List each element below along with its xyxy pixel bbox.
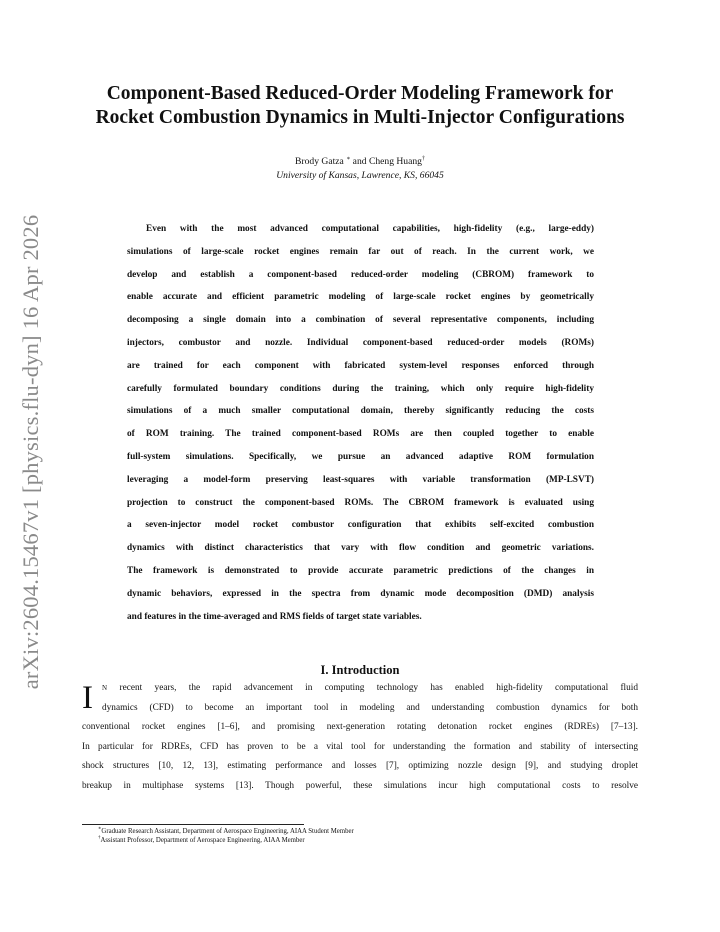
abstract-line: injectors, combustor and nozzle. Individual component-based reduced-order models (ROMs) bbox=[127, 337, 594, 348]
author-separator: and bbox=[350, 156, 369, 167]
footnote bbox=[98, 836, 354, 845]
abstract-line: enable accurate and efficient parametric modeling of large-scale rocket engines by geometrically bbox=[127, 292, 594, 303]
abstract-line: Even with the most advanced computational capabilities, high-fidelity (e.g., large-eddy) bbox=[146, 224, 594, 234]
author-name: Cheng Huang bbox=[368, 156, 422, 167]
abstract-line: leveraging a model-form preserving least-squares with variable transformation (MP-LSVT) bbox=[127, 474, 594, 485]
arxiv-identifier-stamp: arXiv:2604.15467v1 [physics.flu-dyn] 16 Apr 2026 bbox=[18, 214, 43, 690]
footnote-mark: ∗ bbox=[346, 155, 351, 162]
body-text: recent years, the rapid advancement in computing technology has enabled high-fidelity computational fluid bbox=[107, 683, 638, 693]
abstract-line: simulations of large-scale rocket engines remain far out of reach. In the current work, we bbox=[127, 246, 594, 257]
paper-title bbox=[80, 82, 640, 130]
footnote-rule bbox=[82, 824, 304, 825]
abstract-line: dynamic behaviors, expressed in the spectra from dynamic mode decomposition (DMD) analysis bbox=[127, 588, 594, 599]
body-line bbox=[82, 679, 638, 699]
author-list bbox=[80, 156, 640, 168]
footnote-mark: † bbox=[98, 835, 101, 841]
footnote-text: Assistant Professor, Department of Aerospace Engineering, AIAA Member bbox=[100, 837, 305, 844]
abstract-line: full-system simulations. Specifically, we pursue an advanced adaptive ROM formulation bbox=[127, 451, 594, 462]
abstract-line: The framework is demonstrated to provide accurate parametric predictions of the changes in bbox=[127, 565, 594, 576]
abstract-line: simulations of a much smaller computational domain, thereby significantly reducing the costs bbox=[127, 406, 594, 417]
abstract-line: projection to construct the component-based ROMs. The CBROM framework is evaluated using bbox=[127, 497, 594, 508]
footnotes bbox=[98, 827, 354, 845]
abstract-line: dynamics with distinct characteristics that vary with flow condition and geometric variations. bbox=[127, 543, 594, 554]
footnote-mark: † bbox=[421, 155, 425, 162]
introduction-body bbox=[82, 679, 638, 796]
body-line: shock structures [10, 12, 13], estimating performance and losses [7], optimizing nozzle design [9], and studying droplet bbox=[82, 761, 638, 771]
footnote bbox=[98, 827, 354, 836]
abstract-line: of ROM training. The trained component-based ROMs are then coupled together to enable bbox=[127, 429, 594, 440]
section-heading: I. Introduction bbox=[320, 663, 400, 677]
abstract-line: are trained for each component with fabricated system-level responses enforced through bbox=[127, 360, 594, 371]
abstract-line: develop and establish a component-based reduced-order modeling (CBROM) framework to bbox=[127, 269, 594, 280]
abstract-line: decomposing a single domain into a combination of several representative components, including bbox=[127, 315, 594, 326]
author-name: Brody Gatza bbox=[295, 156, 344, 167]
abstract-line: a seven-injector model rocket combustor configuration that exhibits self-excited combustion bbox=[127, 520, 594, 531]
body-line: dynamics (CFD) to become an important tool in modeling and understanding combustion dynamics for both bbox=[102, 702, 638, 713]
abstract-line: carefully formulated boundary conditions during the training, which only require high-fidelity bbox=[127, 383, 594, 394]
footnote-text: Graduate Research Assistant, Department of Aerospace Engineering, AIAA Student Member bbox=[101, 828, 354, 835]
drop-cap: I bbox=[82, 680, 93, 716]
small-caps-text: N bbox=[102, 684, 108, 692]
abstract bbox=[127, 218, 594, 628]
body-line: conventional rocket engines [1–6], and promising next-generation rotating detonation rocket engines (RDREs) [7–13]. bbox=[82, 722, 638, 732]
footnote-mark: ∗ bbox=[98, 826, 102, 832]
title-line: Rocket Combustion Dynamics in Multi-Injector Configurations bbox=[95, 107, 625, 128]
title-line: Component-Based Reduced-Order Modeling Framework for bbox=[106, 83, 614, 104]
body-line: In particular for RDREs, CFD has proven to be a vital tool for understanding the formation and stability of intersecting bbox=[82, 741, 638, 752]
abstract-line: and features in the time-averaged and RMS fields of target state variables. bbox=[127, 611, 422, 622]
body-line: breakup in multiphase systems [13]. Though powerful, these simulations incur high computational costs to resolve bbox=[82, 780, 638, 791]
author-affiliation: University of Kansas, Lawrence, KS, 66045 bbox=[276, 170, 444, 181]
